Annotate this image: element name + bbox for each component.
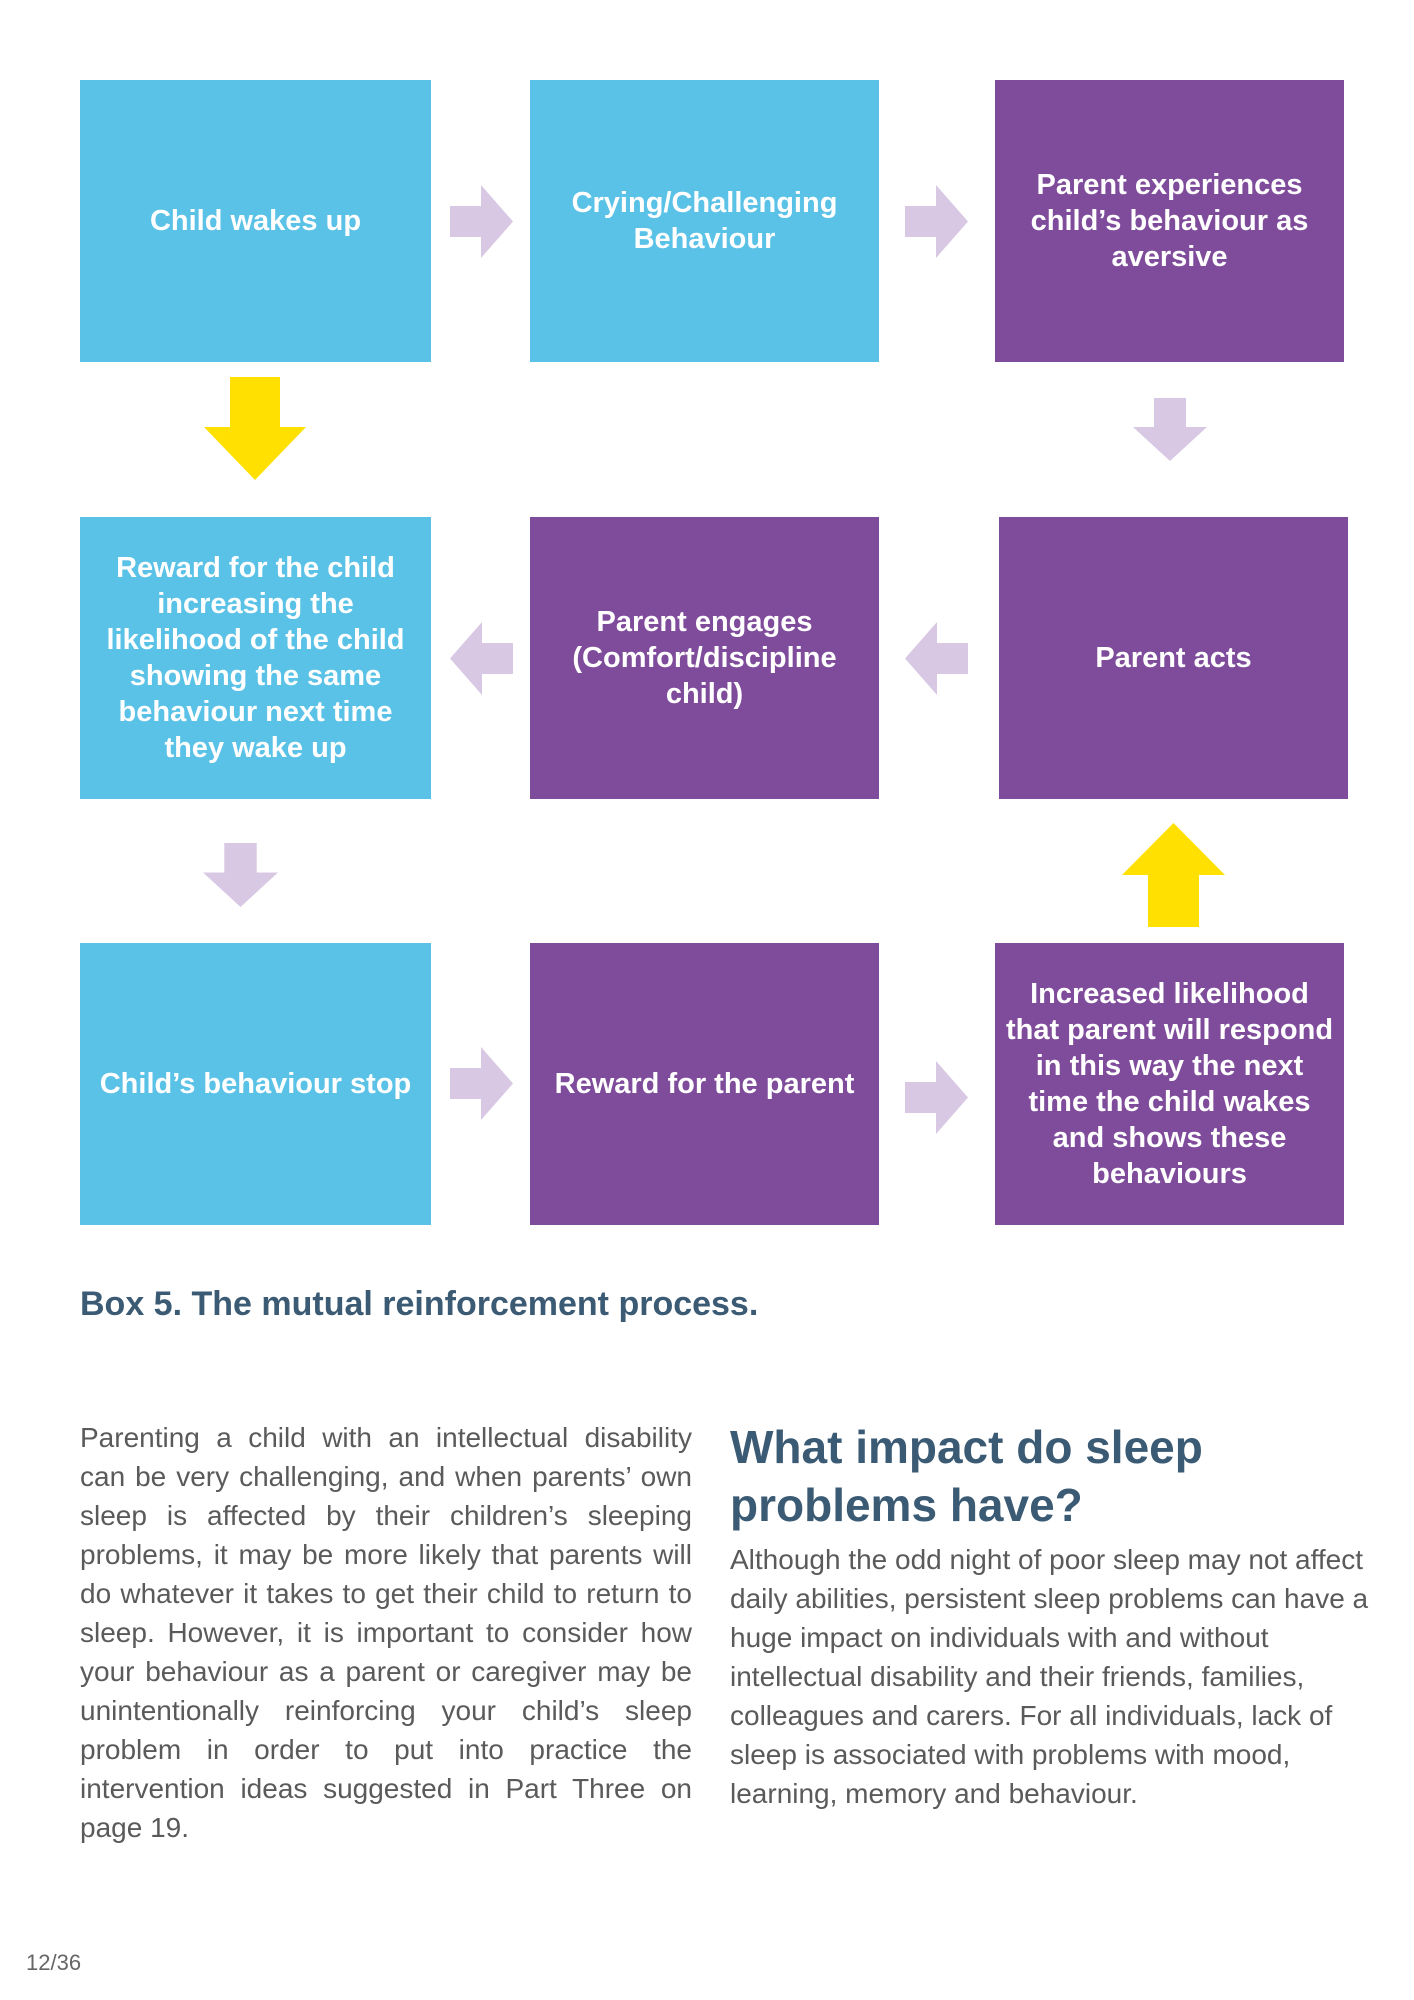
step-label: Increased likelihood that parent will respond in this way the next time the child wakes and shows these behaviours <box>1005 978 1334 1190</box>
arrow-right-icon <box>450 1047 513 1120</box>
step-label: Parent engages (Comfort/discipline child) <box>572 606 837 710</box>
arrow-left-icon <box>905 622 968 695</box>
step-box-parent-acts <box>999 517 1348 799</box>
step-label: Parent experiences child’s behaviour as aversive <box>1030 169 1309 273</box>
arrow-up-icon <box>1122 823 1225 927</box>
step-box-increased-likelihood <box>995 943 1344 1225</box>
arrow-down-icon <box>203 843 278 907</box>
figure-caption: Box 5. The mutual reinforcement process. <box>80 1285 759 1323</box>
step-label: Parent acts <box>1095 642 1252 674</box>
step-box-parent-experiences-aversive <box>995 80 1344 362</box>
step-box-child-wakes-up <box>80 80 431 362</box>
section-paragraph: Although the odd night of poor sleep may not affect daily abilities, persistent sleep problems can have a huge impact on individuals with and without intellectual disability and their friends, families, colleagues and carers. For all individuals, lack of sleep is associated with problems with mood, learning, memory and behaviour. <box>730 1544 1369 1809</box>
page-number: 12/36 <box>26 1950 82 1975</box>
step-box-child-behaviour-stop <box>80 943 431 1225</box>
step-box-parent-engages <box>530 517 879 799</box>
step-box-crying-challenging-behaviour <box>530 80 879 362</box>
step-label: Reward for the parent <box>554 1068 855 1100</box>
step-label: Crying/Challenging Behaviour <box>571 187 838 255</box>
arrow-right-icon <box>905 1061 968 1134</box>
arrow-right-icon <box>905 185 968 258</box>
impact-section <box>730 1418 1385 1813</box>
step-box-reward-for-parent <box>530 943 879 1225</box>
intro-paragraph: Parenting a child with an intellectual disability can be very challenging, and when parents’ own sleep is affected by their children’s sleeping problems, it may be more likely that parents will do whatever it takes to get their child to return to sleep. However, it is important to consider how your behaviour as a parent or caregiver may be unintentionally reinforcing your child’s sleep problem in order to put into practice the intervention ideas suggested in Part Three on page 19. <box>80 1422 692 1843</box>
step-box-reward-for-child <box>80 517 431 799</box>
arrow-left-icon <box>450 622 513 695</box>
step-label: Child’s behaviour stop <box>99 1068 412 1100</box>
arrow-down-icon <box>204 377 306 480</box>
step-label: Reward for the child increasing the likelihood of the child showing the same behaviour next time they wake up <box>106 552 405 764</box>
section-heading: What impact do sleep problems have? <box>730 1421 1203 1531</box>
arrow-down-icon <box>1133 398 1207 461</box>
step-label: Child wakes up <box>149 205 362 237</box>
arrow-right-icon <box>450 185 513 258</box>
